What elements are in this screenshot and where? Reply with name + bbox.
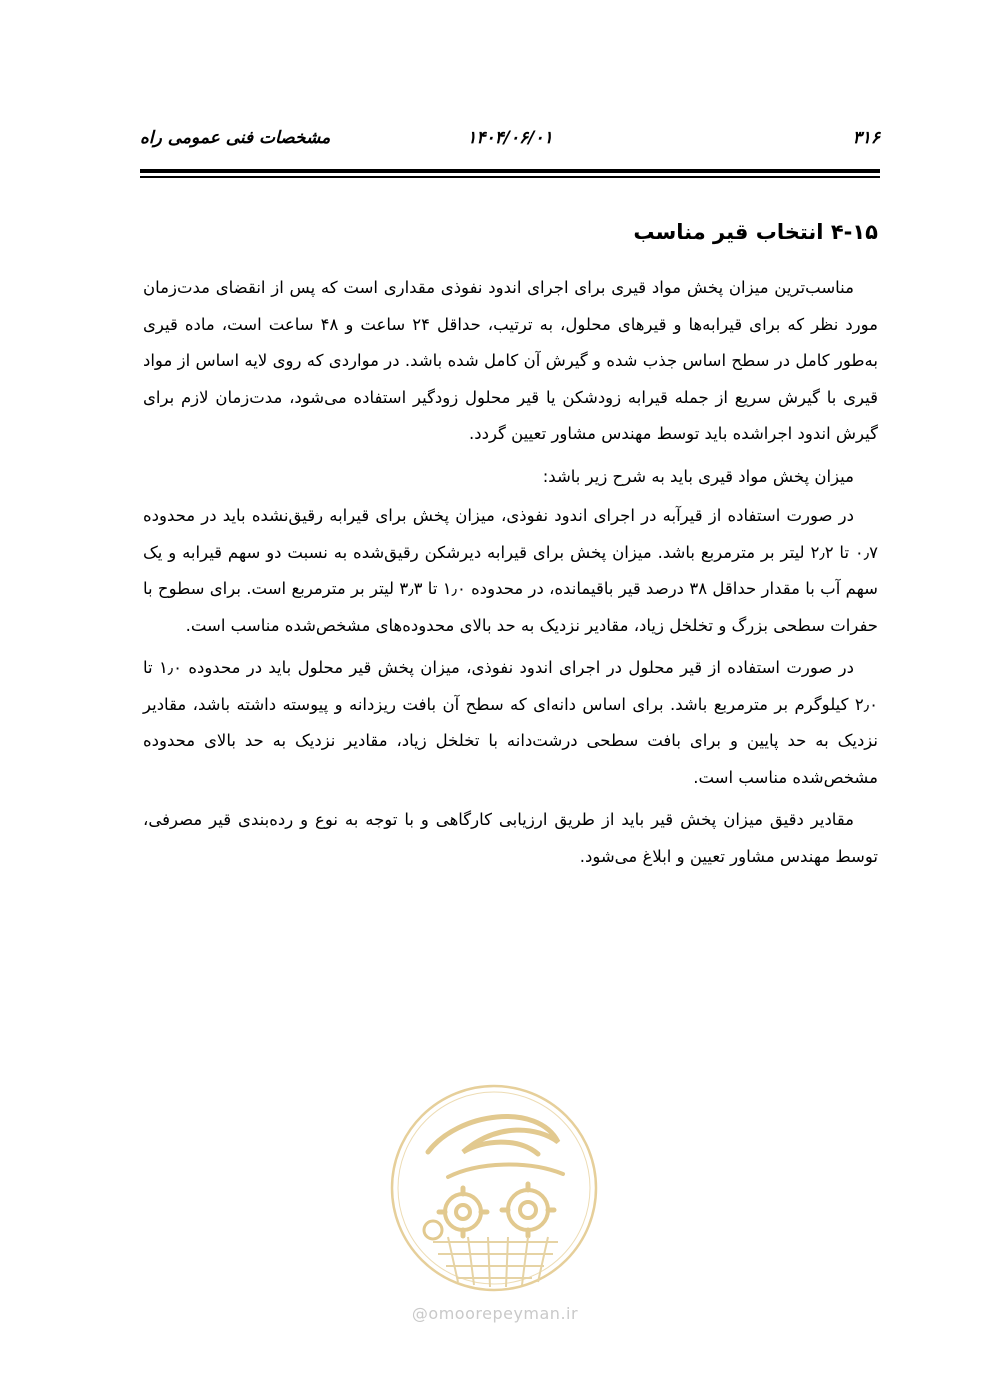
main-content bbox=[143, 216, 878, 881]
book-title: مشخصات فنی عمومی راه bbox=[140, 128, 331, 148]
watermark-text: @omoorepeyman.ir bbox=[411, 1304, 579, 1323]
page-number: ۳۱۶ bbox=[852, 128, 880, 148]
paragraph: مناسب‌ترین میزان پخش مواد قیری برای اجرای اندود نفوذی مقداری است که پس از انقضای مدت‌زمان مورد نظر که برای قیرابه‌ها و قیرهای محلول، به ترتیب، حداقل ۲۴ ساعت و ۴۸ ساعت است، ماده قیری به‌طور کامل در سطح اساس جذب شده و گیرش آن کامل شده باشد. در مواردی که روی لایه اساس از مواد قیری با گیرش سریع از جمله قیرابه زودشکن یا قیر محلول زودگیر استفاده می‌شود، مدت‌زمان لازم برای گیرش اندود اجراشده باید توسط مهندس مشاور تعیین گردد. bbox=[143, 278, 878, 443]
paragraph: میزان پخش مواد قیری باید به شرح زیر باشد: bbox=[542, 466, 854, 486]
watermark-stamp-icon bbox=[388, 1082, 600, 1294]
paragraph: در صورت استفاده از قیرآبه در اجرای اندود نفوذی، میزان پخش برای قیرابه رقیق‌نشده باید در محدوده ۰٫۷ تا ۲٫۲ لیتر بر مترمربع باشد. میزان پخش برای قیرابه دیرشکن رقیق‌شده به نسبت دو سهم قیرابه و یک سهم آب با مقدار حداقل ۳۸ درصد قیر باقیمانده، در محدوده ۱٫۰ تا ۳٫۳ لیتر بر مترمربع است. برای سطوح با حفرات سطحی بزرگ و تخلخل زیاد، مقادیر نزدیک به حد بالای محدوده‌های مشخص‌شده مناسب است. bbox=[143, 506, 879, 635]
paragraph: در صورت استفاده از قیر محلول در اجرای اندود نفوذی، میزان پخش قیر محلول باید در محدوده ۱٫۰ تا ۲٫۰ کیلوگرم بر مترمربع باشد. برای اساس دانه‌ای که سطح آن بافت ریزدانه و پیوسته داشته باشد، مقادیر نزدیک به حد پایین و برای بافت سطحی درشت‌دانه با تخلخل زیاد، مقادیر نزدیک به حد بالای محدوده مشخص‌شده مناسب است. bbox=[143, 658, 878, 787]
paragraph: مقادیر دقیق میزان پخش قیر باید از طریق ارزیابی کارگاهی و با توجه به نوع و رده‌بندی قیر مصرفی، توسط مهندس مشاور تعیین و ابلاغ می‌شود. bbox=[143, 810, 878, 866]
header-date: ۱۴۰۴/۰۶/۰۱ bbox=[467, 128, 553, 148]
header-rule-thin bbox=[140, 176, 880, 178]
section-title: ۴-۱۵ انتخاب قیر مناسب bbox=[633, 220, 878, 244]
page-header bbox=[140, 128, 880, 162]
header-rule-thick bbox=[140, 169, 880, 173]
